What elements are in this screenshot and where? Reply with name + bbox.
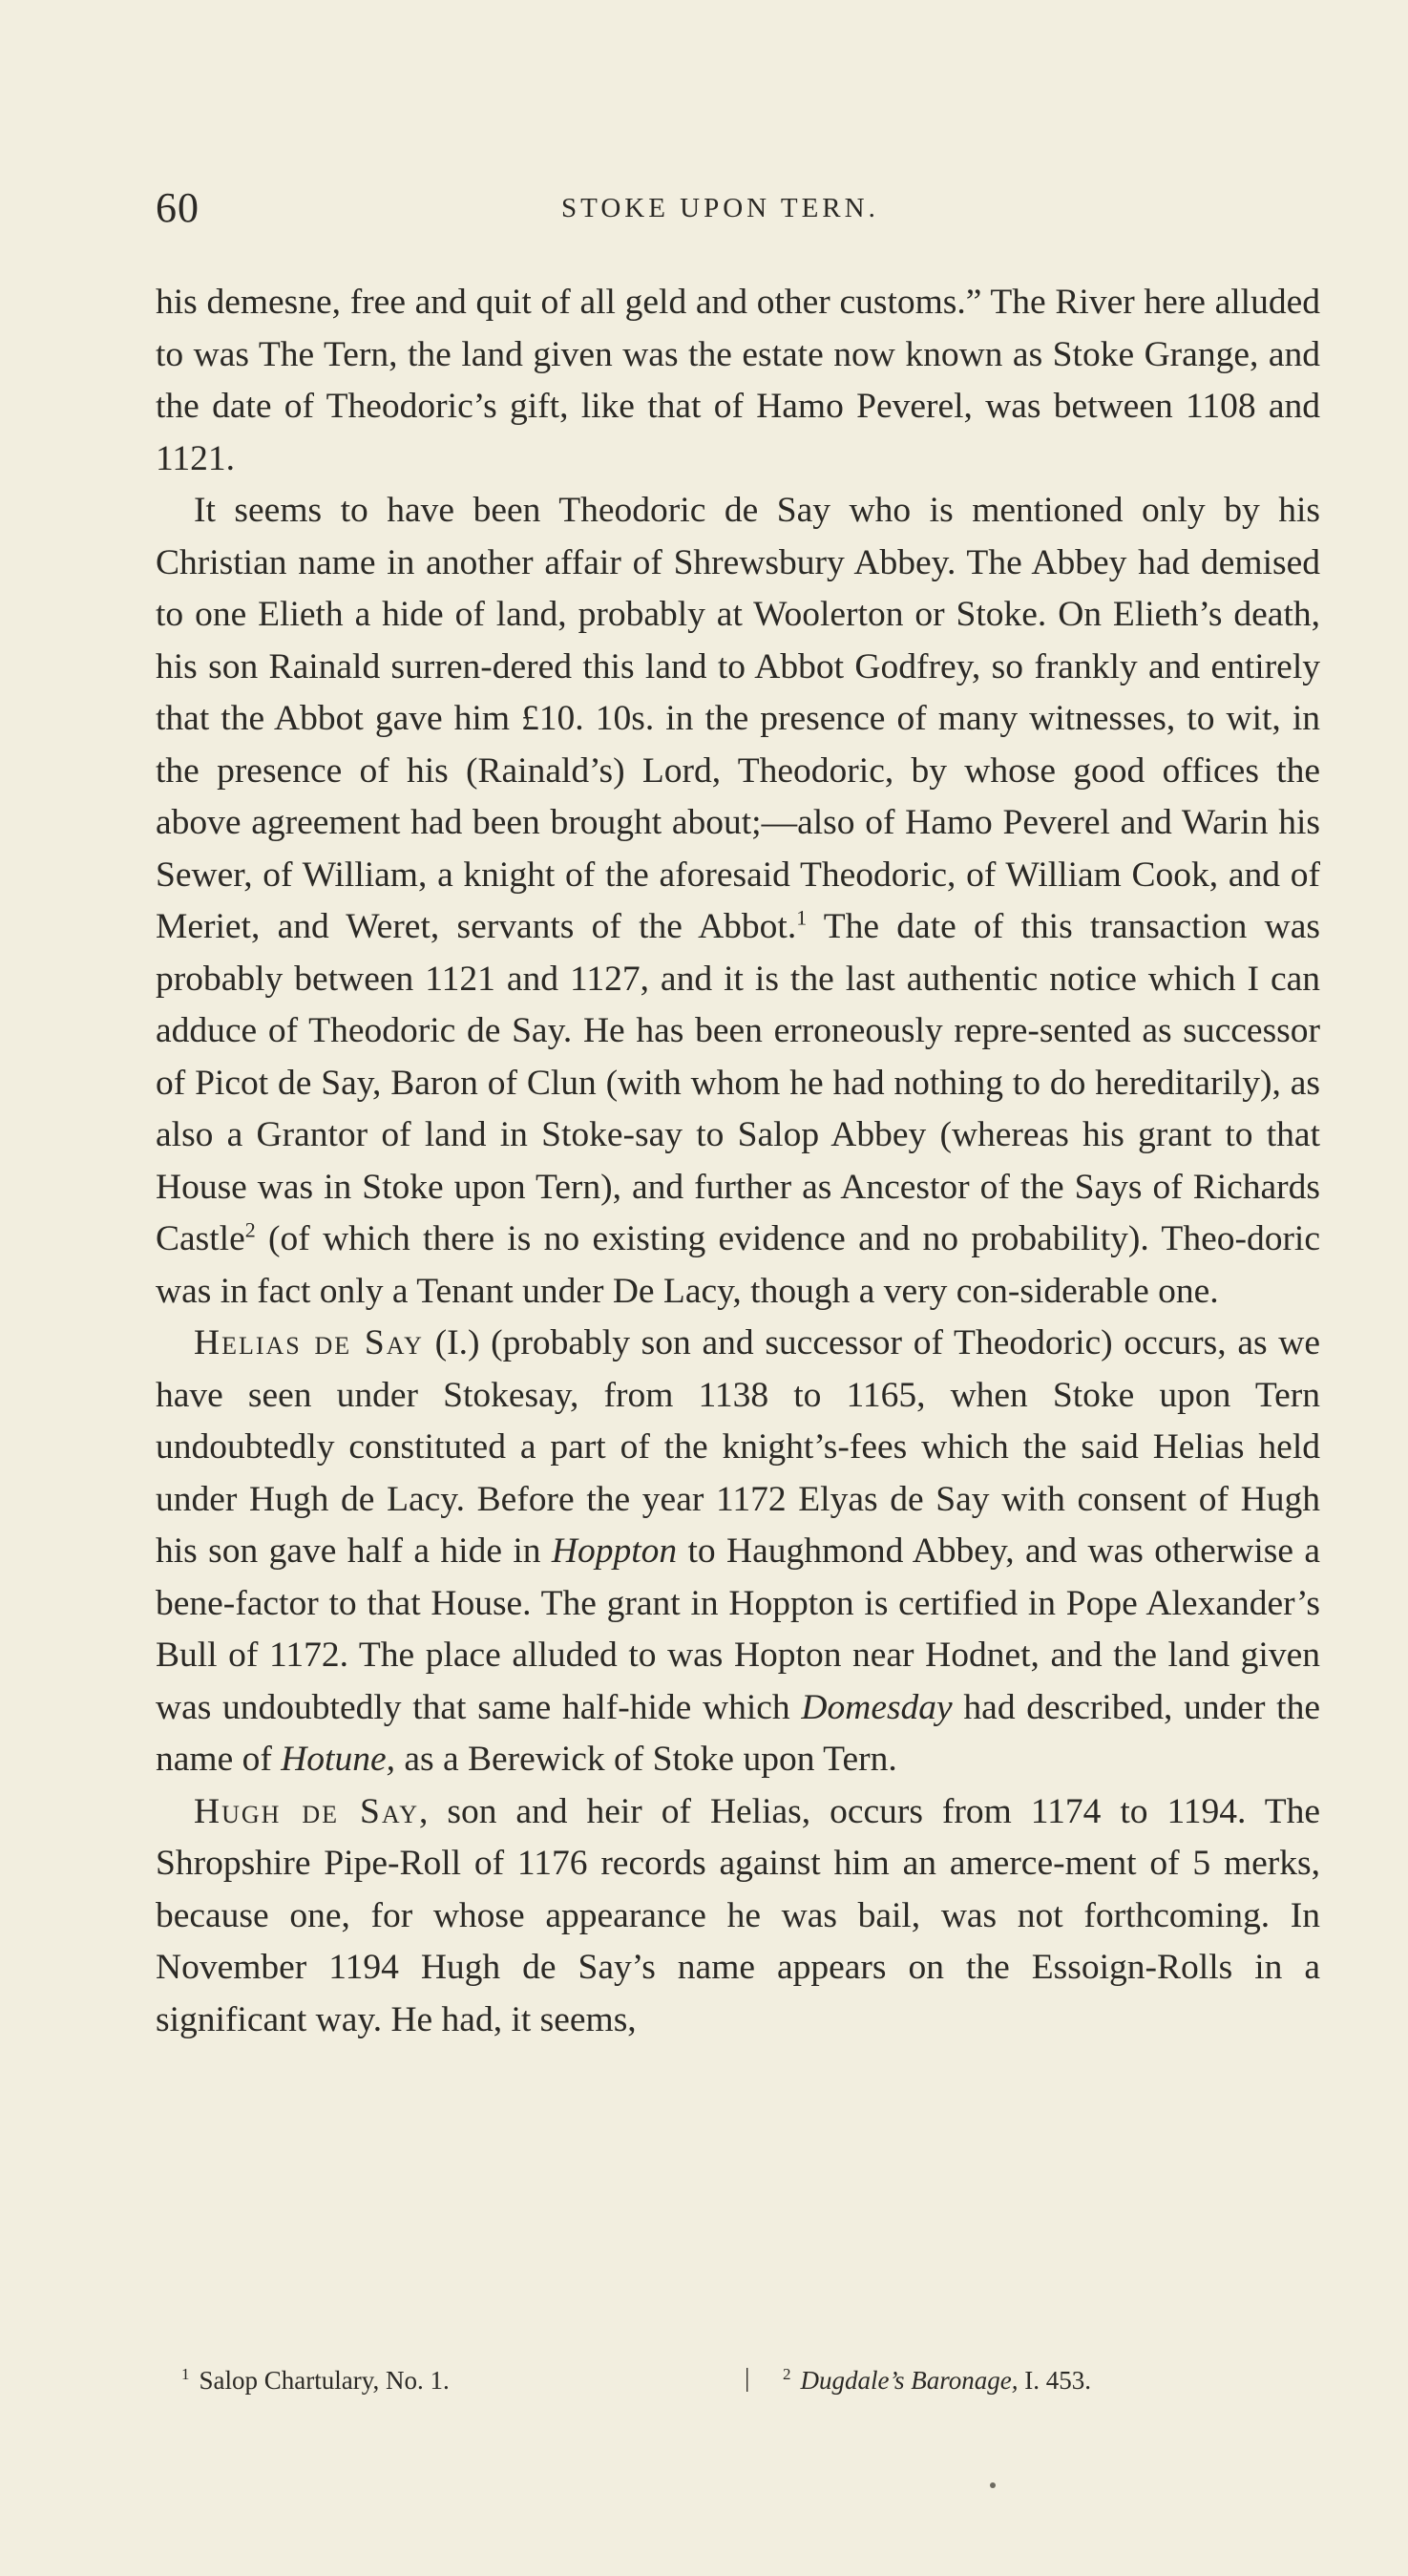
paragraph-3-text-a: (I.) (probably son and successor of Theodoric) occurs, as we have seen under Stokesay, from 1138 to 1165, when Stoke upon Tern undoubtedly constituted a part of the knight’s-fees which the said Helias held under Hugh de Lacy. Before the year 1172 Elyas de Say with consent of Hugh his son gave half a hide in <box>156 1323 1320 1571</box>
footnote-2-mark: 2 <box>783 2365 791 2383</box>
footnote-2 <box>783 2365 1091 2396</box>
paragraph-3-text-d: as a Berewick of Stoke upon Tern. <box>394 1740 897 1779</box>
page-header <box>156 183 1320 241</box>
paragraph-2-text-c: (of which there is no existing evidence and no probability). Theo-doric was in fact only a Tenant under De Lacy, though a very con-siderable one. <box>156 1219 1320 1311</box>
place-name-hotune: Hotune, <box>281 1740 395 1779</box>
paragraph-2-text-a: It seems to have been Theodoric de Say who is mentioned only by his Christian name in another affair of Shrewsbury Abbey. The Abbey had demised to one Elieth a hide of land, probably at Woolerton or Stoke. On Elieth’s death, his son Rainald surren-dered this land to Abbot Godfrey, so frankly and entirely that the Abbot gave him £10. 10s. in the presence of many witnesses, to wit, in the presence of his (Rainald’s) Lord, Theodoric, by whose good offices the above agreement had been brought about;—also of Hamo Peverel and Warin his Sewer, of William, a knight of the aforesaid Theodoric, of William Cook, and of Meriet, and Weret, servants of the Abbot. <box>156 491 1320 946</box>
page-number: 60 <box>156 184 200 231</box>
paragraph-3-text-b: to Haughmond Abbey, and was otherwise a bene-factor to that House. The grant in Hoppton is certified in Pope Alexander’s Bull of 1172. The place alluded to was Hopton near Hodnet, and the land given was undoubtedly that same half-hide which <box>156 1531 1321 1727</box>
footnote-ref-1: 1 <box>796 905 808 930</box>
body-text <box>156 277 1320 2046</box>
paragraph-4-text-a: , son and heir of Helias, occurs from 1174 to 1194. The Shropshire Pipe-Roll of 1176 records against him an amerce-ment of 5 merks, because one, for whose appearance he was bail, was not forthcoming. In November 1194 Hugh de Say’s name appears on the Essoign-Rolls in a significant way. He had, it seems, <box>156 1791 1321 2039</box>
footnote-separator: | <box>745 2363 750 2392</box>
running-head: STOKE UPON TERN. <box>561 193 879 223</box>
footnote-2-text: I. 453. <box>1018 2366 1091 2395</box>
title-domesday: Domesday <box>801 1687 953 1727</box>
paragraph-3 <box>156 1318 1320 1786</box>
paragraph-2-text-b: The date of this transaction was probably between 1121 and 1127, and it is the last authentic notice which I can adduce of Theodoric de Say. He has been erroneously repre-sented as successor of Picot de Say, Baron of Clun (with whom he had nothing to do hereditarily), as also a Grantor of land in Stoke-say to Salop Abbey (whereas his grant to that House was in Stoke upon Tern), and further as Ancestor of the Says of Richards Castle <box>156 907 1320 1258</box>
person-name-hugh: Hugh de Say <box>194 1791 420 1831</box>
paragraph-4 <box>156 1786 1320 2047</box>
footnote-1-text: Salop Chartulary, No. 1. <box>199 2366 450 2395</box>
footnotes <box>181 2365 1279 2403</box>
paragraph-1-text: his demesne, free and quit of all geld and other customs.” The River here alluded to was The Tern, the land given was the estate now known as Stoke Grange, and the date of Theodoric’s gift, like that of Hamo Peverel, was between 1108 and 1121. <box>156 283 1320 478</box>
place-name-hoppton: Hoppton <box>551 1531 678 1571</box>
paragraph-2 <box>156 485 1320 1318</box>
footnote-1-mark: 1 <box>181 2365 190 2383</box>
person-name-helias: Helias de Say <box>194 1323 424 1362</box>
ink-speck <box>990 2482 996 2488</box>
paragraph-3-text-c: had described, under the name of <box>156 1687 1320 1779</box>
footnote-2-title: Dugdale’s Baronage, <box>800 2366 1019 2395</box>
paragraph-1 <box>156 277 1320 485</box>
footnote-ref-2: 2 <box>244 1217 256 1242</box>
footnote-1 <box>181 2365 450 2396</box>
